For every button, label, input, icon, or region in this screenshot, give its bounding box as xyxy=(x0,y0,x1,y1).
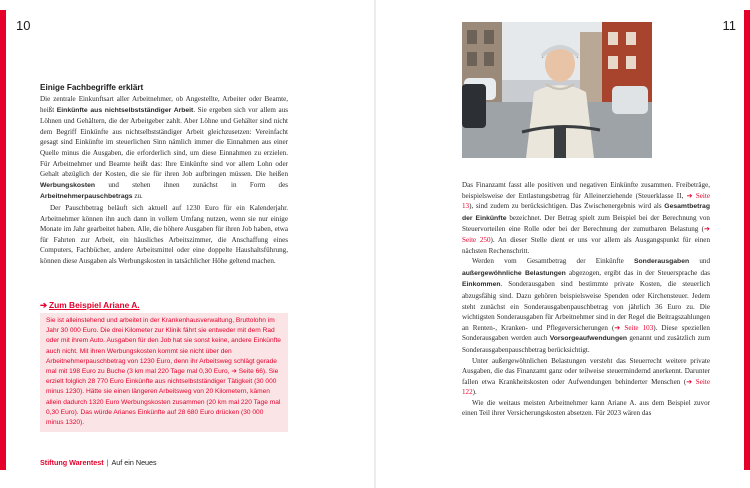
page-number-left: 10 xyxy=(16,18,31,33)
term-belastungen: außergewöhnliche Belastungen xyxy=(462,269,566,277)
example-title-text: Zum Beispiel Ariane A. xyxy=(49,300,140,310)
text-run: und stehen ihnen zunächst in Form des xyxy=(95,180,288,189)
text-run: Unter außergewöhnlichen Belastungen versteht das Steuerrecht weitere private Ausgaben, die das Finanzamt ganz oder teilweise steuermindernd anerkennt. Darunter fallen etwa Krankheitskosten oder Aufwendungen behinderter Menschen ( xyxy=(462,356,710,386)
text-run: . Sie ergeben sich vor allem aus Löhnen und Gehältern, die der Arbeitgeber zahlt. Aber Löhne und Gehälter sind nicht dem Begriff Einkünfte aus nichtselbstständiger Arbeit gleichzusetzen: Vereinfacht gesagt sind Einkünfte im steuerlichen Sinn nämlich immer die Einnahmen aus einer Quelle minus die Ausgaben, die erforderlich sind, um diese Einnahmen zu erzielen. Für Arbeitnehmer und Beamte heißt das: Ihre Einkünfte sind vor allem Lohn oder Gehalt abzüglich der Kosten, die sie für ihren Job aufbringen müssen. Die heißen xyxy=(40,105,288,179)
paragraph-4: Wie die weitaus meisten Arbeitnehmer kann Ariane A. aus dem Beispiel zuvor einen Teil ihrer Versicherungskosten absetzen. Für 2023 wären das xyxy=(462,398,710,418)
right-edge-marker xyxy=(744,10,750,470)
page-reference: Seite 66 xyxy=(238,368,263,376)
example-box xyxy=(40,300,288,432)
text-run: und xyxy=(689,257,710,266)
term-sonderausgaben: Sonderausgaben xyxy=(633,258,690,266)
term-vorsorgeaufwendungen: Vorsorgeaufwendungen xyxy=(549,335,628,343)
arrow-right-icon: ➔ xyxy=(40,300,48,310)
left-edge-marker xyxy=(0,10,6,470)
example-title xyxy=(40,300,288,311)
text-run: genannt und zusätzlich zum Sonderausgabenpauschbetrag berücksichtigt. xyxy=(462,334,711,354)
example-body xyxy=(40,313,288,432)
text-run: ). An dieser Stelle dient er uns vor allem als Ausgangspunkt für einen nächsten Rechenschritt. xyxy=(462,235,710,255)
page-gutter xyxy=(374,0,376,488)
text-run: ). xyxy=(472,388,477,397)
brand-name: Stiftung Warentest xyxy=(40,458,104,467)
text-run: Sie ist alleinstehend und arbeitet in der Krankenhausverwaltung, Bruttolohn im Jahr 30 000 Euro. Die drei Kilometer zur Klinik fährt sie entweder mit dem Rad oder mit ihrem Auto. Ausgaben für den Job hat sie sonst keine, andere Einkünfte auch nicht. Mit ihren Werbungskosten kommt sie nicht über den Arbeitnehmerpauschbetrag von 1230 Euro, denn ihr Arbeitsweg schlägt gerade mal mit 198 Euro zu Buche (3 km mal 220 Tage mal 0,30 Euro, xyxy=(46,317,281,376)
paragraph-3 xyxy=(462,356,710,398)
text-run: Das Finanzamt fasst alle positiven und negativen Einkünfte zusammen. Freibeträge, beispielsweise der Entlastungsbetrag für Alleinerziehende (Steuerklasse II, xyxy=(462,181,710,200)
footer-separator: | xyxy=(106,458,109,467)
paragraph-2: Der Pauschbetrag beläuft sich aktuell auf 1230 Euro für ein Kalenderjahr. Arbeitnehmer können ihn auch dann in vollem Umfang nutzen, wenn sie nur einige Monate im Jahr gearbeitet haben. Alle, die höhere Ausgaben für ihren Job haben, etwa für Fahrten zur Arbeit, ein häusliches Arbeitszimmer, die Anschaffung eines Computers, Fachbücher, andere Arbeitsmittel oder eine doppelte Haushaltsführung, können diese Ausgaben als Werbungskosten in tatsächlicher Höhe geltend machen. xyxy=(40,203,288,265)
term-einkuenfte: Einkünfte aus nichtselbstständiger Arbeit xyxy=(56,106,194,114)
left-text-column xyxy=(40,82,288,267)
term-einkommen: Einkommen xyxy=(462,281,501,289)
text-run: Die zentrale Einkunftsart aller Arbeitnehmer, ob Angestellte, Arbeiter oder Beamte, heißt xyxy=(40,95,288,114)
right-text-column xyxy=(462,180,710,419)
term-gesamtbetrag: Gesamtbetrag der Einkünfte xyxy=(462,203,710,222)
page-reference: ➔ Seite 103 xyxy=(614,323,654,332)
text-run: bezeichnet. Der Betrag spielt zum Beispiel bei der Berechnung von Steuervorteilen eine Rolle oder bei der Berechnung der zumutbaren Belastung ( xyxy=(462,213,710,234)
page-reference: ➔ Seite 250 xyxy=(462,225,710,244)
page-reference: ➔ Seite 13 xyxy=(462,191,711,211)
term-werbungskosten: Werbungskosten xyxy=(40,181,96,189)
text-run: ). Sie erzielt folglich 28 770 Euro Einkünfte aus nichtselbstständiger Tätigkeit (30 000 minus 1230). Hätte sie einen längeren Arbeitsweg von 20 Kilometern, kämen allein dadurch 1320 Euro Werbungskosten zusammen (20 km mal 220 Tage mal 0,30 Euro). Das würde Arianes Einkünfte auf 28 680 Euro drücken (30 000 minus 1320). xyxy=(46,368,281,427)
paragraph-1 xyxy=(462,180,710,256)
cyclist-photo xyxy=(462,22,652,158)
text-run: abgezogen, ergibt das in der Steuersprache das xyxy=(565,268,710,277)
arrow-right-icon: ➔ xyxy=(231,368,237,376)
section-heading: Einige Fachbegriffe erklärt xyxy=(40,83,144,92)
page-reference: ➔ Seite 122 xyxy=(462,377,710,397)
text-run: Werden vom Gesamtbetrag der Einkünfte xyxy=(472,257,634,266)
text-run: . Sonderausgaben sind bestimmte private Kosten, die steuerlich abzugsfähig sind. Dazu gehören beispielsweise Spenden oder Kirchensteuer. Jedem steht zunächst ein Sonderausgabenpauschbetrag von jährlich 36 Euro zu. Die wichtigsten Sonderausgaben für Arbeitnehmer sind in der Regel die Beitragszahlungen an Renten-, Kranken- und Pflegeversicherungen ( xyxy=(462,280,710,332)
term-arbeitnehmerpauschbetrag: Arbeitnehmerpauschbetrags xyxy=(40,193,133,201)
paragraph-1 xyxy=(40,94,288,203)
paragraph-2 xyxy=(462,256,710,355)
text-run: ), sind zudem zu berücksichtigen. Das Zwischenergebnis wird als xyxy=(469,202,665,211)
running-footer xyxy=(40,458,157,467)
page-number-right: 11 xyxy=(722,18,736,33)
text-run: ). Diese speziellen Sonderausgaben werden auch xyxy=(462,323,710,343)
text-run: zu. xyxy=(132,192,143,201)
book-title: Auf ein Neues xyxy=(111,458,157,467)
